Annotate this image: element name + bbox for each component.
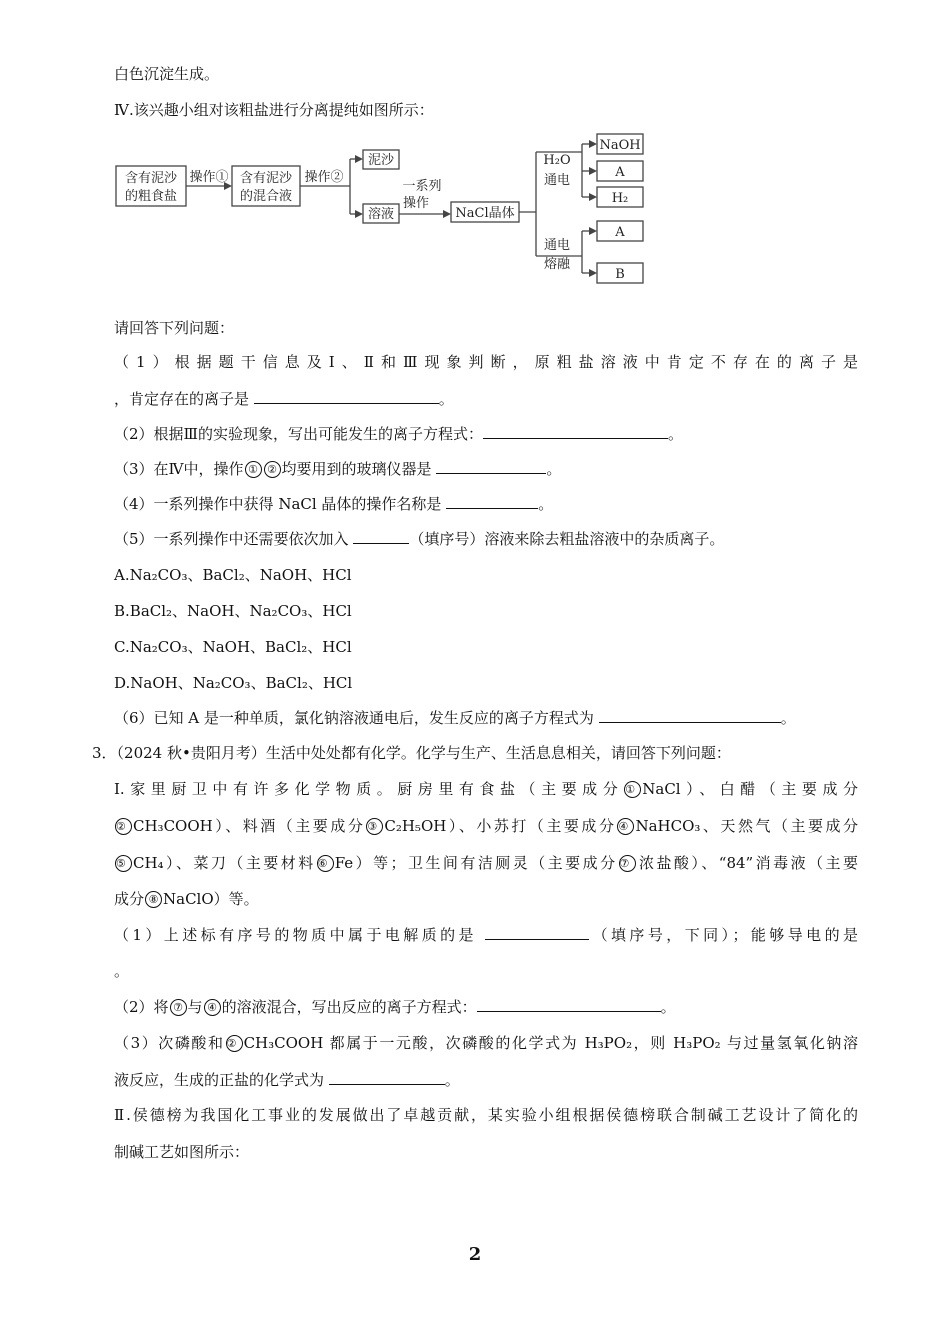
question-2: （2）根据Ⅲ的实验现象，写出可能发生的离子方程式： 。: [114, 425, 684, 443]
text-line: Ⅳ.该兴趣小组对该粗盐进行分离提纯如图所示：: [114, 101, 434, 119]
label-series: 一系列: [402, 179, 442, 194]
label-solution: 溶液: [367, 207, 395, 222]
label-series: 操作: [402, 196, 430, 211]
sub-question-2: （2）将 ⑦ 与 ④ 的溶液混合，写出反应的离子方程式： 。: [114, 998, 676, 1016]
answer-blank[interactable]: [254, 389, 439, 404]
question-4: （4）一系列操作中获得 NaCl 晶体的操作名称是 。: [114, 495, 554, 513]
option-b[interactable]: B.BaCl₂、NaOH、Na₂CO₃、HCl: [114, 602, 352, 620]
text-line: ⑤ CH₄）、菜刀（主要材料 ⑥ Fe）等；卫生间有洁厕灵（主要成分 ⑦ 浓盐酸）、“84”消毒液（主要: [116, 854, 858, 872]
text-line: I.家里厨卫中有许多化学物质。厨房里有食盐（主要成分 ① NaCl）、白醋（主要成分: [114, 780, 858, 798]
text-line: Ⅱ.侯德榜为我国化工事业的发展做出了卓越贡献，某实验小组根据侯德榜联合制碱工艺设计了简化的: [114, 1106, 858, 1124]
text-line: 成分 ⑧ NaClO）等。: [114, 890, 259, 908]
separation-flow-diagram: [110, 128, 650, 290]
option-c[interactable]: C.Na₂CO₃、NaOH、BaCl₂、HCl: [114, 638, 352, 656]
option-d[interactable]: D.NaOH、Na₂CO₃、BaCl₂、HCl: [114, 674, 353, 692]
answer-blank[interactable]: [599, 708, 781, 723]
question-3: （3）在Ⅳ中，操作 ① ② 均要用到的玻璃仪器是 。: [114, 460, 562, 478]
label-sand: 泥沙: [367, 153, 395, 168]
answer-blank[interactable]: [329, 1070, 445, 1085]
label-box1: 含有泥沙: [124, 171, 178, 186]
question-1: （1）根据题干信息及Ⅰ、Ⅱ和Ⅲ现象判断，原粗盐溶液中肯定不存在的离子是: [114, 353, 858, 371]
problem-3-heading: 3．（2024 秋•贵阳月考）生活中处处都有化学。化学与生产、生活息息相关，请回答下列问题：: [92, 744, 731, 762]
text-line: ② CH₃COOH）、料酒（主要成分 ③ C₂H₅OH）、小苏打（主要成分 ④ NaHCO₃、天然气（主要成分: [116, 817, 859, 835]
answer-blank[interactable]: [477, 997, 661, 1012]
label-electrolysis: 通电: [543, 173, 571, 188]
label-b: B: [615, 267, 625, 282]
sub-question-3-cont: 液反应，生成的正盐的化学式为 。: [114, 1071, 460, 1089]
text-line: 。: [114, 962, 130, 980]
label-box2: 的混合液: [239, 189, 293, 204]
text-line: 制碱工艺如图所示：: [114, 1143, 250, 1161]
answer-blank[interactable]: [485, 925, 589, 940]
answer-blank[interactable]: [446, 494, 538, 509]
label-electrolysis: 通电: [543, 238, 571, 253]
label-nacl: NaCl晶体: [455, 206, 515, 221]
text-line: 白色沉淀生成。: [114, 65, 220, 83]
page-number: 2: [468, 1244, 482, 1265]
label-a: A: [615, 165, 625, 180]
answer-blank[interactable]: [436, 459, 546, 474]
label-molten: 熔融: [543, 257, 571, 272]
sub-question-3: （3）次磷酸和 ② CH₃COOH 都属于一元酸，次磷酸的化学式为 H₃PO₂，则 H₃PO₂ 与过量氢氧化钠溶: [114, 1034, 858, 1052]
label-op1: 操作①: [189, 170, 229, 185]
label-h2o: H₂O: [543, 153, 571, 168]
label-op2: 操作②: [304, 170, 344, 185]
answer-blank[interactable]: [483, 424, 668, 439]
answer-blank[interactable]: [353, 529, 409, 544]
sub-question-1: （1）上述标有序号的物质中属于电解质的是 （填序号，下同）；能够导电的是: [114, 926, 858, 944]
label-naoh: NaOH: [599, 138, 641, 153]
label-box2: 含有泥沙: [239, 171, 293, 186]
option-a[interactable]: A.Na₂CO₃、BaCl₂、NaOH、HCl: [114, 566, 352, 584]
text-line: 请回答下列问题：: [114, 319, 235, 337]
question-5: （5）一系列操作中还需要依次加入 （填序号）溶液来除去粗盐溶液中的杂质离子。: [114, 530, 725, 548]
label-box1: 的粗食盐: [124, 189, 178, 204]
label-h2: H₂: [611, 191, 629, 206]
question-6: （6）已知 A 是一种单质，氯化钠溶液通电后，发生反应的离子方程式为 。: [114, 709, 796, 727]
label-a: A: [615, 225, 625, 240]
question-1-cont: ，肯定存在的离子是 。: [114, 390, 454, 408]
